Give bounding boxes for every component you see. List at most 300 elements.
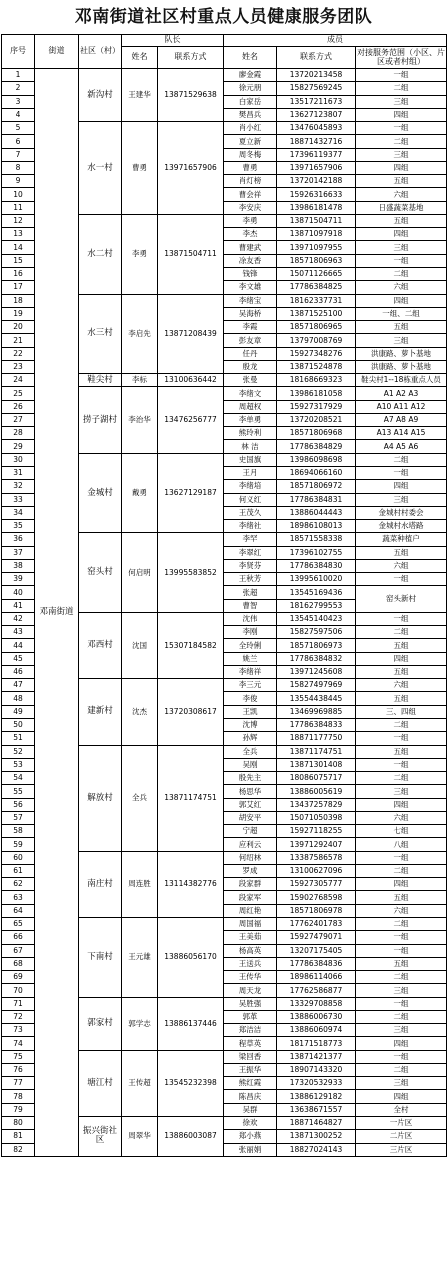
- scope-cell: 五组: [356, 639, 447, 652]
- member-phone-cell: 18694066160: [277, 466, 356, 479]
- member-name-cell: 李三元: [224, 679, 277, 692]
- member-phone-cell: 18907143320: [277, 1063, 356, 1076]
- member-name-cell: 周冬梅: [224, 148, 277, 161]
- member-phone-cell: 17786384829: [277, 440, 356, 453]
- scope-cell: 一组: [356, 758, 447, 771]
- leader-name-cell: 周连胜: [122, 851, 158, 917]
- community-cell: 邓西村: [79, 612, 122, 678]
- member-phone-cell: 13469969885: [277, 705, 356, 718]
- leader-name-cell: 王建华: [122, 69, 158, 122]
- member-name-cell: 史国旗: [224, 453, 277, 466]
- member-name-cell: 李刚: [224, 626, 277, 639]
- seq-cell: 73: [2, 1024, 35, 1037]
- seq-cell: 27: [2, 413, 35, 426]
- seq-cell: 67: [2, 944, 35, 957]
- scope-cell: 一组: [356, 851, 447, 864]
- member-phone-cell: 18986114066: [277, 971, 356, 984]
- seq-cell: 79: [2, 1103, 35, 1116]
- leader-name-cell: 沈杰: [122, 679, 158, 745]
- header-leader-phone: 联系方式: [158, 47, 224, 69]
- seq-cell: 40: [2, 586, 35, 599]
- leader-name-cell: 沈国: [122, 612, 158, 678]
- seq-cell: 22: [2, 347, 35, 360]
- table-body: [2, 69, 447, 1157]
- member-phone-cell: 15927118255: [277, 825, 356, 838]
- member-name-cell: 曹建武: [224, 241, 277, 254]
- seq-cell: 43: [2, 626, 35, 639]
- scope-cell: 五组: [356, 321, 447, 334]
- community-cell: 窑头村: [79, 533, 122, 613]
- seq-cell: 76: [2, 1063, 35, 1076]
- scope-cell: 三组: [356, 1024, 447, 1037]
- leader-name-cell: 王元雄: [122, 918, 158, 998]
- member-name-cell: 周超权: [224, 400, 277, 413]
- member-name-cell: 李绪宝: [224, 294, 277, 307]
- member-phone-cell: 13886006730: [277, 1010, 356, 1023]
- member-name-cell: 林 洁: [224, 440, 277, 453]
- seq-cell: 29: [2, 440, 35, 453]
- member-name-cell: 吴群: [224, 1103, 277, 1116]
- member-name-cell: 李绪祥: [224, 665, 277, 678]
- community-cell: 解放村: [79, 745, 122, 851]
- scope-cell: 二组: [356, 772, 447, 785]
- seq-cell: 39: [2, 573, 35, 586]
- member-name-cell: 李勇: [224, 214, 277, 227]
- scope-cell: 四组: [356, 1037, 447, 1050]
- scope-cell: 六组: [356, 904, 447, 917]
- scope-cell: 三组: [356, 241, 447, 254]
- header-scope: 对接服务范围（小区、片区或者村组）: [356, 47, 447, 69]
- scope-cell: 一片区: [356, 1116, 447, 1129]
- member-name-cell: 李翠红: [224, 546, 277, 559]
- member-phone-cell: 13886005619: [277, 785, 356, 798]
- member-name-cell: 沈博: [224, 719, 277, 732]
- community-cell: 水三村: [79, 294, 122, 374]
- member-phone-cell: 17320532933: [277, 1077, 356, 1090]
- community-cell: 振兴街社区: [79, 1116, 122, 1156]
- leader-phone-cell: 13100636442: [158, 374, 224, 387]
- member-phone-cell: 17762401783: [277, 918, 356, 931]
- seq-cell: 2: [2, 82, 35, 95]
- scope-cell: 五组: [356, 692, 447, 705]
- member-name-cell: 李贤芬: [224, 559, 277, 572]
- member-name-cell: 徐元朋: [224, 82, 277, 95]
- member-phone-cell: 13797008769: [277, 334, 356, 347]
- seq-cell: 69: [2, 971, 35, 984]
- member-name-cell: 杨思华: [224, 785, 277, 798]
- seq-cell: 12: [2, 214, 35, 227]
- seq-cell: 70: [2, 984, 35, 997]
- leader-phone-cell: 13871208439: [158, 294, 224, 374]
- scope-cell: 一组: [356, 997, 447, 1010]
- seq-cell: 50: [2, 719, 35, 732]
- member-phone-cell: 18871432716: [277, 135, 356, 148]
- seq-cell: 36: [2, 533, 35, 546]
- member-name-cell: 廖金霞: [224, 69, 277, 82]
- seq-cell: 20: [2, 321, 35, 334]
- scope-cell: 二组: [356, 918, 447, 931]
- member-name-cell: 樊昌兵: [224, 108, 277, 121]
- member-phone-cell: 18571806965: [277, 321, 356, 334]
- member-name-cell: 周红艳: [224, 904, 277, 917]
- member-name-cell: 李霞: [224, 321, 277, 334]
- member-phone-cell: 17786384836: [277, 957, 356, 970]
- member-name-cell: 曹会祥: [224, 188, 277, 201]
- member-name-cell: 夏立新: [224, 135, 277, 148]
- member-phone-cell: 18168669323: [277, 374, 356, 387]
- member-phone-cell: 15927305777: [277, 878, 356, 891]
- member-name-cell: 王秋芳: [224, 573, 277, 586]
- community-cell: 下南村: [79, 918, 122, 998]
- member-name-cell: 张曼: [224, 374, 277, 387]
- member-phone-cell: 18571806973: [277, 639, 356, 652]
- scope-cell: 二组: [356, 1063, 447, 1076]
- member-phone-cell: 13971292407: [277, 838, 356, 851]
- community-cell: 郭家村: [79, 997, 122, 1050]
- leader-name-cell: 何启明: [122, 533, 158, 613]
- seq-cell: 45: [2, 652, 35, 665]
- leader-phone-cell: 13545232398: [158, 1050, 224, 1116]
- seq-cell: 74: [2, 1037, 35, 1050]
- scope-cell: 六组: [356, 281, 447, 294]
- member-name-cell: 吴海桥: [224, 307, 277, 320]
- member-phone-cell: 13476045893: [277, 122, 356, 135]
- seq-cell: 10: [2, 188, 35, 201]
- member-name-cell: 李俊: [224, 692, 277, 705]
- header-leader-name: 姓名: [122, 47, 158, 69]
- member-name-cell: 任丹: [224, 347, 277, 360]
- seq-cell: 16: [2, 267, 35, 280]
- member-name-cell: 郑洁洁: [224, 1024, 277, 1037]
- seq-cell: 7: [2, 148, 35, 161]
- scope-cell: 五组: [356, 214, 447, 227]
- leader-phone-cell: 13886003087: [158, 1116, 224, 1156]
- seq-cell: 21: [2, 334, 35, 347]
- seq-cell: 41: [2, 599, 35, 612]
- seq-cell: 63: [2, 891, 35, 904]
- member-name-cell: 沈伟: [224, 612, 277, 625]
- member-name-cell: 王送兵: [224, 957, 277, 970]
- scope-cell: 一组: [356, 69, 447, 82]
- seq-cell: 35: [2, 520, 35, 533]
- leader-name-cell: 王传超: [122, 1050, 158, 1116]
- seq-cell: 28: [2, 427, 35, 440]
- member-phone-cell: 13886129182: [277, 1090, 356, 1103]
- member-phone-cell: 13995610020: [277, 573, 356, 586]
- member-name-cell: 王月: [224, 466, 277, 479]
- scope-cell: 三片区: [356, 1143, 447, 1156]
- member-phone-cell: 15902768598: [277, 891, 356, 904]
- leader-phone-cell: 13871529638: [158, 69, 224, 122]
- member-phone-cell: 13545169436: [277, 586, 356, 599]
- seq-cell: 52: [2, 745, 35, 758]
- scope-cell: 四组: [356, 798, 447, 811]
- member-phone-cell: 13886060974: [277, 1024, 356, 1037]
- seq-cell: 51: [2, 732, 35, 745]
- seq-cell: 30: [2, 453, 35, 466]
- member-phone-cell: 15926316633: [277, 188, 356, 201]
- team-table: [1, 34, 447, 1157]
- scope-cell: 一组: [356, 466, 447, 479]
- seq-cell: 53: [2, 758, 35, 771]
- seq-cell: 77: [2, 1077, 35, 1090]
- member-phone-cell: 18871464827: [277, 1116, 356, 1129]
- scope-cell: 二组: [356, 719, 447, 732]
- leader-phone-cell: 13971657906: [158, 122, 224, 215]
- member-phone-cell: 15827497969: [277, 679, 356, 692]
- leader-name-cell: 李治华: [122, 387, 158, 453]
- member-phone-cell: 15927479071: [277, 931, 356, 944]
- scope-cell: 三组: [356, 493, 447, 506]
- scope-cell: 三组: [356, 1077, 447, 1090]
- scope-cell: 窑头新村: [356, 586, 447, 613]
- member-name-cell: 李文雄: [224, 281, 277, 294]
- member-phone-cell: 15071126665: [277, 267, 356, 280]
- seq-cell: 80: [2, 1116, 35, 1129]
- leader-name-cell: 李标: [122, 374, 158, 387]
- header-community: 社区（村）: [79, 35, 122, 69]
- scope-cell: 四组: [356, 228, 447, 241]
- leader-phone-cell: 13871504711: [158, 214, 224, 294]
- member-name-cell: 周国福: [224, 918, 277, 931]
- member-name-cell: 李杰: [224, 228, 277, 241]
- scope-cell: A10 A11 A12: [356, 400, 447, 413]
- header-leader-group: 队长: [122, 35, 224, 47]
- scope-cell: 日盛蔬菜基地: [356, 201, 447, 214]
- member-name-cell: 李罕: [224, 533, 277, 546]
- member-name-cell: 全玲俐: [224, 639, 277, 652]
- community-cell: 鞋尖村: [79, 374, 122, 387]
- scope-cell: 鞋尖村1--18栋重点人员: [356, 374, 447, 387]
- member-name-cell: 王凯: [224, 705, 277, 718]
- seq-cell: 23: [2, 360, 35, 373]
- scope-cell: 一组: [356, 122, 447, 135]
- member-name-cell: 殷龙: [224, 360, 277, 373]
- member-name-cell: 梁回香: [224, 1050, 277, 1063]
- member-phone-cell: 13100627096: [277, 864, 356, 877]
- scope-cell: 蔬菜种植户: [356, 533, 447, 546]
- member-name-cell: 段家军: [224, 891, 277, 904]
- member-phone-cell: 18571806972: [277, 480, 356, 493]
- scope-cell: A1 A2 A3: [356, 387, 447, 400]
- member-phone-cell: 17786384831: [277, 493, 356, 506]
- member-phone-cell: 18986108013: [277, 520, 356, 533]
- member-name-cell: 何义红: [224, 493, 277, 506]
- scope-cell: 一组: [356, 254, 447, 267]
- seq-cell: 11: [2, 201, 35, 214]
- scope-cell: 六组: [356, 188, 447, 201]
- community-cell: 塘江村: [79, 1050, 122, 1116]
- member-phone-cell: 18827024143: [277, 1143, 356, 1156]
- scope-cell: 五组: [356, 546, 447, 559]
- seq-cell: 60: [2, 851, 35, 864]
- member-phone-cell: 13871300252: [277, 1130, 356, 1143]
- leader-name-cell: 周翠华: [122, 1116, 158, 1156]
- seq-cell: 58: [2, 825, 35, 838]
- scope-cell: 六组: [356, 679, 447, 692]
- scope-cell: 二组: [356, 135, 447, 148]
- scope-cell: 洪康路、萝卜基地: [356, 360, 447, 373]
- seq-cell: 68: [2, 957, 35, 970]
- seq-cell: 15: [2, 254, 35, 267]
- member-name-cell: 肖小红: [224, 122, 277, 135]
- table-row: [2, 69, 447, 82]
- header-member-group: 成员: [224, 35, 447, 47]
- seq-cell: 55: [2, 785, 35, 798]
- scope-cell: 二组: [356, 82, 447, 95]
- scope-cell: 三组: [356, 148, 447, 161]
- seq-cell: 49: [2, 705, 35, 718]
- member-phone-cell: 13638671557: [277, 1103, 356, 1116]
- member-name-cell: 李单勇: [224, 413, 277, 426]
- member-phone-cell: 13871524878: [277, 360, 356, 373]
- scope-cell: 四组: [356, 480, 447, 493]
- member-name-cell: 李绪培: [224, 480, 277, 493]
- member-name-cell: 杨高英: [224, 944, 277, 957]
- member-phone-cell: 13971657906: [277, 161, 356, 174]
- seq-cell: 3: [2, 95, 35, 108]
- member-name-cell: 白家岳: [224, 95, 277, 108]
- seq-cell: 65: [2, 918, 35, 931]
- member-phone-cell: 13329708858: [277, 997, 356, 1010]
- seq-cell: 26: [2, 400, 35, 413]
- seq-cell: 5: [2, 122, 35, 135]
- scope-cell: 五组: [356, 891, 447, 904]
- scope-cell: 五组: [356, 957, 447, 970]
- scope-cell: 四组: [356, 294, 447, 307]
- member-phone-cell: 18571806978: [277, 904, 356, 917]
- member-name-cell: 王传华: [224, 971, 277, 984]
- member-phone-cell: 13720142188: [277, 175, 356, 188]
- member-phone-cell: 15071050398: [277, 811, 356, 824]
- scope-cell: 全村: [356, 1103, 447, 1116]
- community-cell: 金城村: [79, 453, 122, 533]
- leader-phone-cell: 13476256777: [158, 387, 224, 453]
- seq-cell: 64: [2, 904, 35, 917]
- member-phone-cell: 13437257829: [277, 798, 356, 811]
- scope-cell: 三组: [356, 334, 447, 347]
- community-cell: 南庄村: [79, 851, 122, 917]
- leader-name-cell: 李启先: [122, 294, 158, 374]
- scope-cell: 金城村水塔路: [356, 520, 447, 533]
- leader-name-cell: 全兵: [122, 745, 158, 851]
- seq-cell: 6: [2, 135, 35, 148]
- member-name-cell: 张丽娟: [224, 1143, 277, 1156]
- community-cell: 水二村: [79, 214, 122, 294]
- scope-cell: 金城村村委会: [356, 506, 447, 519]
- seq-cell: 4: [2, 108, 35, 121]
- seq-cell: 59: [2, 838, 35, 851]
- member-phone-cell: 13986181058: [277, 387, 356, 400]
- member-name-cell: 宁超: [224, 825, 277, 838]
- header-seq: 序号: [2, 35, 35, 69]
- member-name-cell: 应利云: [224, 838, 277, 851]
- scope-cell: 五组: [356, 175, 447, 188]
- leader-name-cell: 戴勇: [122, 453, 158, 533]
- scope-cell: 七组: [356, 825, 447, 838]
- member-phone-cell: 13871525100: [277, 307, 356, 320]
- member-name-cell: 凃友香: [224, 254, 277, 267]
- member-phone-cell: 13387586578: [277, 851, 356, 864]
- member-phone-cell: 13517211673: [277, 95, 356, 108]
- member-phone-cell: 13871421377: [277, 1050, 356, 1063]
- scope-cell: 一组: [356, 573, 447, 586]
- leader-phone-cell: 13720308617: [158, 679, 224, 745]
- header-member-name: 姓名: [224, 47, 277, 69]
- seq-cell: 82: [2, 1143, 35, 1156]
- scope-cell: 五组: [356, 745, 447, 758]
- scope-cell: 三组: [356, 95, 447, 108]
- member-phone-cell: 13871301408: [277, 758, 356, 771]
- leader-phone-cell: 15307184582: [158, 612, 224, 678]
- seq-cell: 13: [2, 228, 35, 241]
- member-phone-cell: 13871097918: [277, 228, 356, 241]
- member-name-cell: 陈昌庆: [224, 1090, 277, 1103]
- scope-cell: A4 A5 A6: [356, 440, 447, 453]
- community-cell: 水一村: [79, 122, 122, 215]
- community-cell: 捞子湖村: [79, 387, 122, 453]
- member-name-cell: 姚兰: [224, 652, 277, 665]
- member-name-cell: 徐欢: [224, 1116, 277, 1129]
- member-phone-cell: 13986098698: [277, 453, 356, 466]
- seq-cell: 14: [2, 241, 35, 254]
- member-name-cell: 张超: [224, 586, 277, 599]
- member-phone-cell: 17786384830: [277, 559, 356, 572]
- seq-cell: 1: [2, 69, 35, 82]
- member-phone-cell: 13720213458: [277, 69, 356, 82]
- member-phone-cell: 18871177750: [277, 732, 356, 745]
- leader-name-cell: 曹勇: [122, 122, 158, 215]
- member-name-cell: 吴刚: [224, 758, 277, 771]
- member-name-cell: 李绪文: [224, 387, 277, 400]
- member-phone-cell: 15927348276: [277, 347, 356, 360]
- seq-cell: 34: [2, 506, 35, 519]
- seq-cell: 33: [2, 493, 35, 506]
- member-phone-cell: 18571558338: [277, 533, 356, 546]
- seq-cell: 24: [2, 374, 35, 387]
- scope-cell: 四组: [356, 1090, 447, 1103]
- seq-cell: 19: [2, 307, 35, 320]
- member-name-cell: 曹勇: [224, 161, 277, 174]
- leader-name-cell: 郭学志: [122, 997, 158, 1050]
- member-phone-cell: 17786384825: [277, 281, 356, 294]
- member-name-cell: 胡安平: [224, 811, 277, 824]
- seq-cell: 9: [2, 175, 35, 188]
- seq-cell: 54: [2, 772, 35, 785]
- seq-cell: 38: [2, 559, 35, 572]
- scope-cell: A13 A14 A15: [356, 427, 447, 440]
- scope-cell: 一组: [356, 732, 447, 745]
- scope-cell: 一组: [356, 944, 447, 957]
- member-phone-cell: 17396102755: [277, 546, 356, 559]
- seq-cell: 81: [2, 1130, 35, 1143]
- seq-cell: 61: [2, 864, 35, 877]
- member-name-cell: 郭革: [224, 1010, 277, 1023]
- scope-cell: 二片区: [356, 1130, 447, 1143]
- scope-cell: 二组: [356, 971, 447, 984]
- member-name-cell: 段家群: [224, 878, 277, 891]
- scope-cell: 六组: [356, 811, 447, 824]
- member-name-cell: 曹智: [224, 599, 277, 612]
- member-phone-cell: 18162799553: [277, 599, 356, 612]
- member-phone-cell: 13986181478: [277, 201, 356, 214]
- member-name-cell: 熊红霞: [224, 1077, 277, 1090]
- seq-cell: 32: [2, 480, 35, 493]
- scope-cell: 三组: [356, 785, 447, 798]
- seq-cell: 42: [2, 612, 35, 625]
- scope-cell: 三组: [356, 984, 447, 997]
- member-phone-cell: 13871174751: [277, 745, 356, 758]
